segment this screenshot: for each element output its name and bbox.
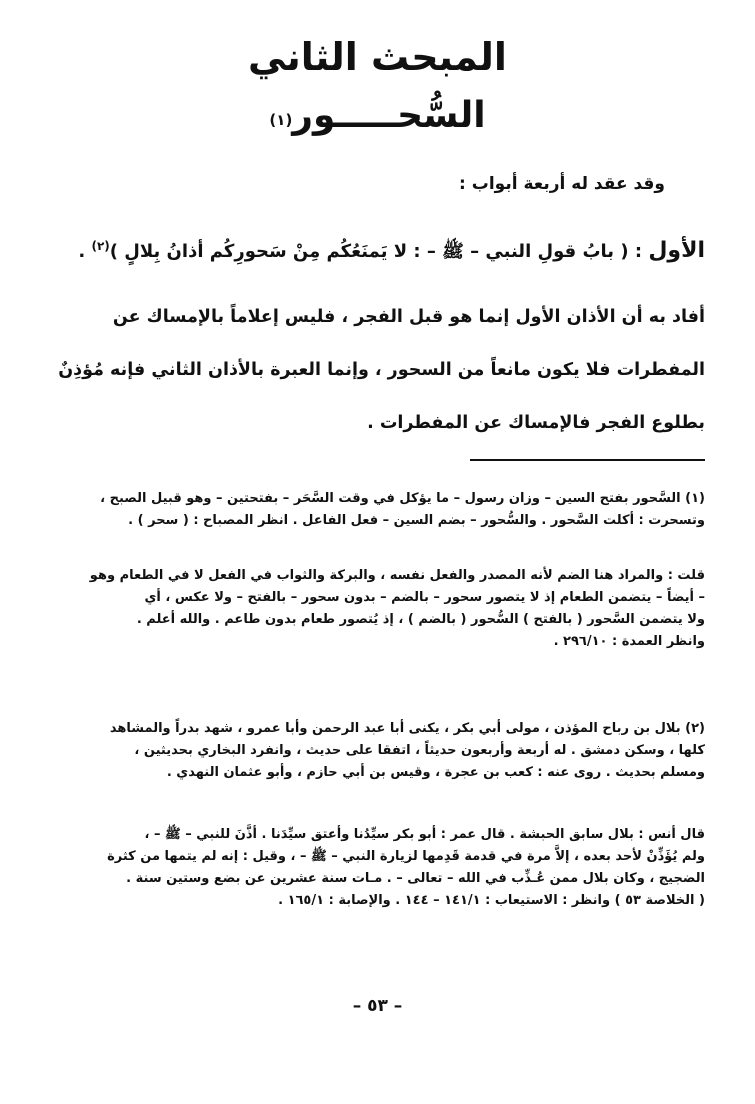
chapter-lead: الأول bbox=[648, 238, 705, 263]
footnote-line: وتسحرت : أكلت السَّحور . والسُّحور – بضم السين – فعل الفاعل . انظر المصباح : ( سحر ) . bbox=[128, 513, 705, 528]
intro-text: وقد عقد له أربعة أبواب : bbox=[459, 174, 665, 194]
chapter-heading bbox=[45, 230, 705, 268]
body-paragraph bbox=[33, 291, 705, 450]
footnote-separator bbox=[470, 459, 705, 461]
footnote-line: (٢) بلال بن رباح المؤذن ، مولى أبي بكر ، يكنى أبا عبد الرحمن وأبا عمرو ، شهد بدراً والمشاهد bbox=[109, 721, 705, 736]
footnote-2-comment bbox=[23, 824, 705, 912]
body-line: المفطرات فلا يكون مانعاً من السحور ، وإنما العبرة بالأذان الثاني فإنه مُؤذِنٌ bbox=[58, 360, 705, 380]
subtitle-footnote-ref: (١) bbox=[269, 111, 293, 129]
footnote-1 bbox=[23, 488, 705, 532]
chapter-end: . bbox=[78, 241, 86, 262]
chapter-footnote-ref: (٢) bbox=[91, 239, 110, 253]
footnote-line: قلت : والمراد هنا الضم لأنه المصدر والفعل نفسه ، والبركة والثواب في الفعل لا في الطعام وهو bbox=[89, 568, 705, 583]
footnote-line: كلها ، وسكن دمشق . له أربعة وأربعون حديثاً ، اتفقا على حديث ، وانفرد البخاري بحديثين ، bbox=[134, 743, 705, 758]
footnote-line: – أيضاً – يتضمن الطعام إذ لا يتصور سحور – بالضم – بدون سحور – بالفتح – ولا عكس ، أي bbox=[144, 590, 705, 605]
chapter-text: : ( بابُ قولِ النبي – ﷺ – : لا يَمنَعُكُم مِنْ سَحورِكُم أذانُ بِلالٍ ) bbox=[109, 241, 643, 262]
footnote-line: ومسلم بحديث . روى عنه : كعب بن عجرة ، وقيس بن أبي حازم ، وأبو عثمان النهدي . bbox=[166, 765, 705, 780]
section-title: المبحث الثاني bbox=[248, 35, 507, 79]
footnote-line: ولا يتضمن السَّحور ( بالفتح ) السُّحور ( بالضم ) ، إذ يُتصور طعام بدون طاعم . والله أعلم . bbox=[136, 612, 705, 627]
footnote-1-comment bbox=[23, 565, 705, 653]
footnote-line: (١) السَّحور بفتح السين – وزان رسول – ما يؤكل في وقت السَّحَر – بفتحتين – وهو قبيل الصبح ، bbox=[100, 491, 705, 506]
footnote-line: ولم يُؤَذِّنْ لأحد بعده ، إلاَّ مرة في قدمة قَدِمها لزيارة النبي – ﷺ – ، وقيل : إنه لم يتمها من كثرة bbox=[107, 849, 705, 864]
body-line: أفاد به أن الأذان الأول إنما هو قبل الفجر ، فليس إعلاماً بالإمساك عن bbox=[112, 307, 705, 327]
footnote-line: الضجيج ، وكان بلال ممن عُـذِّب في الله – تعالى – . مـات سنة عشرين عن بضع وستين سنة . bbox=[126, 871, 705, 886]
footnote-line: ( الخلاصة ٥٣ ) وانظر : الاستيعاب : ١٤١/١ – ١٤٤ . والإصابة : ١٦٥/١ . bbox=[278, 893, 705, 908]
subtitle-text: السُّحـــــور bbox=[292, 95, 486, 136]
section-subtitle bbox=[0, 92, 755, 140]
footnote-line: وانظر العمدة : ٢٩٦/١٠ . bbox=[553, 634, 705, 649]
footnote-line: قال أنس : بلال سابق الحبشة . قال عمر : أبو بكر سيِّدُنا وأعتق سيِّدَنا . أذَّنَ للنبي – ﷺ – ، bbox=[144, 827, 705, 842]
footnote-2 bbox=[23, 718, 705, 784]
body-line: بطلوع الفجر فالإمساك عن المفطرات . bbox=[367, 413, 705, 433]
page-number: – ٥٣ – bbox=[352, 996, 403, 1016]
